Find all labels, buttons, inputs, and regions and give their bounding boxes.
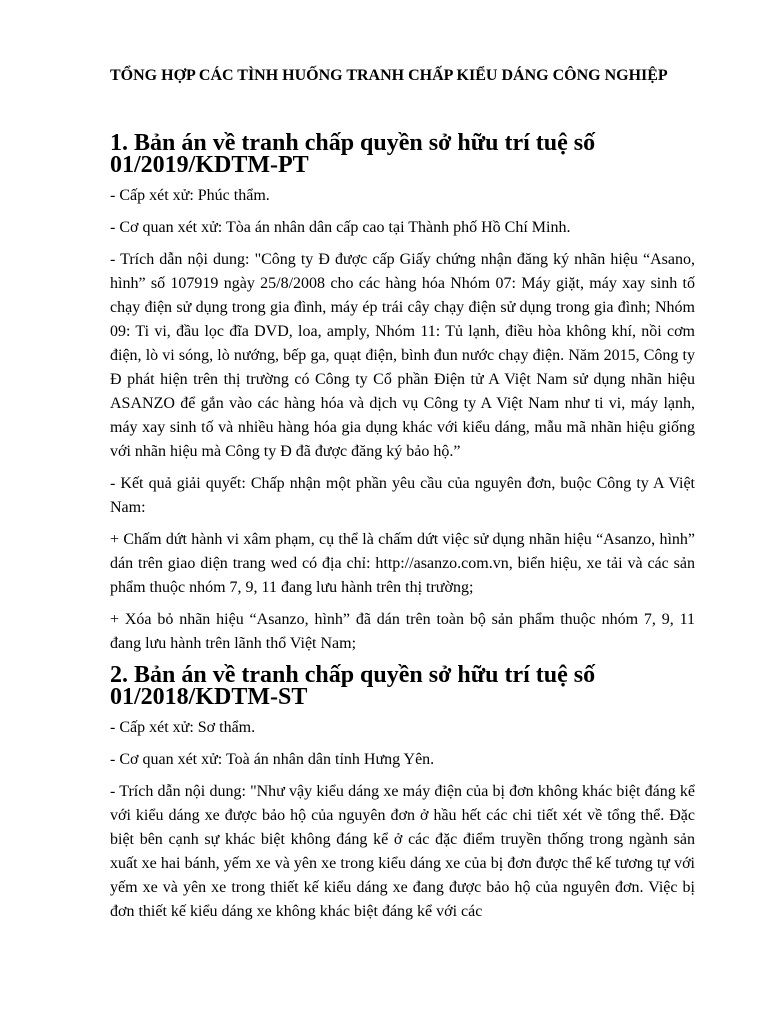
case-excerpt: - Trích dẫn nội dung: "Công ty Đ được cấp Giấy chứng nhận đăng ký nhãn hiệu “Asano, hình” số 107919 ngày 25/8/2008 cho các hàng hóa Nhóm 07: Máy giặt, máy xay sinh tố chạy điện sử dụng trong gia đình, máy ép trái cây chạy điện sử dụng trong gia đình; Nhóm 09: Ti vi, đầu lọc đĩa DVD, loa, amply, Nhóm 11: Tủ lạnh, điều hòa không khí, nồi cơm điện, lò vi sóng, lò nướng, bếp ga, quạt điện, bình đun nước chạy điện. Năm 2015, Công ty Đ phát hiện trên thị trường có Công ty Cổ phần Điện tử A Việt Nam sử dụng nhãn hiệu ASANZO để gắn vào các hàng hóa và dịch vụ Công ty A Việt Nam như ti vi, máy lạnh, máy xay sinh tố và nhiều hàng hóa gia dụng khác với kiểu dáng, mẫu mã nhãn hiệu giống với nhãn hiệu mà Công ty Đ đã được đăng ký bảo hộ.” <box>110 251 695 460</box>
document-page <box>110 64 695 932</box>
section-heading: 1. Bản án về tranh chấp quyền sở hữu trí tuệ số 01/2019/KDTM-PT <box>110 130 596 178</box>
case-excerpt: - Trích dẫn nội dung: "Như vậy kiểu dáng xe máy điện của bị đơn không khác biệt đáng kể với kiểu dáng xe được bảo hộ của nguyên đơn ở hầu hết các chi tiết xét về tổng thể. Đặc biệt bên cạnh sự khác biệt không đáng kể ở các đặc điểm truyền thống trong ngành sản xuất xe hai bánh, yếm xe và yên xe trong kiểu dáng xe của bị đơn được thể kế tương tự với yếm xe và yên xe trong thiết kế kiểu dáng xe đang được bảo hộ của nguyên đơn. Việc bị đơn thiết kế kiểu dáng xe không khác biệt đáng kể với các <box>110 783 695 920</box>
case-section-1 <box>110 132 695 656</box>
court-level: - Cấp xét xử: Sơ thẩm. <box>110 719 256 736</box>
section-heading: 2. Bản án về tranh chấp quyền sở hữu trí tuệ số 01/2018/KDTM-ST <box>110 662 596 710</box>
court-authority: - Cơ quan xét xử: Toà án nhân dân tỉnh Hưng Yên. <box>110 751 435 768</box>
court-level: - Cấp xét xử: Phúc thẩm. <box>110 187 270 204</box>
court-authority: - Cơ quan xét xử: Tòa án nhân dân cấp cao tại Thành phố Hồ Chí Minh. <box>110 219 571 236</box>
case-section-2 <box>110 664 695 924</box>
case-result: - Kết quả giải quyết: Chấp nhận một phần yêu cầu của nguyên đơn, buộc Công ty A Việt Nam: <box>110 475 695 516</box>
case-result-item: + Xóa bỏ nhãn hiệu “Asanzo, hình” đã dán trên toàn bộ sản phẩm thuộc nhóm 7, 9, 11 đang lưu hành trên lãnh thổ Việt Nam; <box>110 611 695 652</box>
case-result-item: + Chấm dứt hành vi xâm phạm, cụ thể là chấm dứt việc sử dụng nhãn hiệu “Asanzo, hình” dán trên giao diện trang wed có địa chỉ: http://asanzo.com.vn, biển hiệu, xe tải và các sản phẩm thuộc nhóm 7, 9, 11 đang lưu hành trên thị trường; <box>110 531 695 596</box>
document-title: TỔNG HỢP CÁC TÌNH HUỐNG TRANH CHẤP KIỂU DÁNG CÔNG NGHIỆP <box>110 67 668 84</box>
